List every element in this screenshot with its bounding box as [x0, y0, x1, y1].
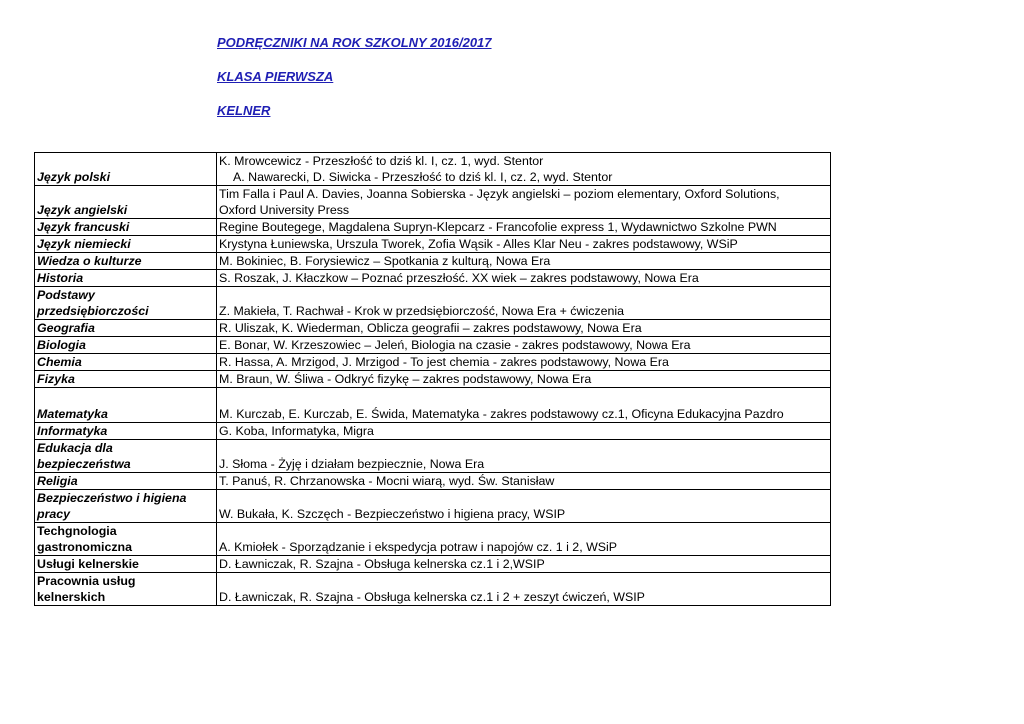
subject-line: przedsiębiorczości: [37, 304, 149, 318]
textbook-line: Tim Falla i Paul A. Davies, Joanna Sobierska - Język angielski – poziom elementary, Oxford Solutions,: [219, 187, 780, 201]
subject-cell: [35, 523, 217, 556]
textbook-line: K. Mrowcewicz - Przeszłość to dziś kl. I, cz. 1, wyd. Stentor: [219, 154, 544, 168]
subject-cell: Religia: [35, 473, 217, 490]
textbook-cell: G. Koba, Informatyka, Migra: [217, 423, 831, 440]
document-title: PODRĘCZNIKI NA ROK SZKOLNY 2016/2017: [217, 35, 492, 50]
subject-cell: Chemia: [35, 354, 217, 371]
subject-cell: Geografia: [35, 320, 217, 337]
textbook-cell: D. Ławniczak, R. Szajna - Obsługa kelnerska cz.1 i 2 + zeszyt ćwiczeń, WSIP: [217, 573, 831, 606]
textbook-cell: Regine Boutegege, Magdalena Supryn-Klepcarz - Francofolie express 1, Wydawnictwo Szkolne PWN: [217, 219, 831, 236]
subject-line: kelnerskich: [37, 590, 106, 604]
table-row: [35, 320, 831, 337]
table-row: [35, 153, 831, 186]
subject-cell: Usługi kelnerskie: [35, 556, 217, 573]
textbook-cell: A. Kmiołek - Sporządzanie i ekspedycja potraw i napojów cz. 1 i 2, WSiP: [217, 523, 831, 556]
subject-line: gastronomiczna: [37, 540, 133, 554]
subject-cell: Informatyka: [35, 423, 217, 440]
subject-line: Techgnologia: [37, 524, 117, 538]
class-heading: KLASA PIERWSZA: [217, 69, 334, 84]
subject-cell: Język francuski: [35, 219, 217, 236]
table-row: [35, 473, 831, 490]
subject-line: pracy: [37, 507, 71, 521]
subject-cell: Wiedza o kulturze: [35, 253, 217, 270]
table-row: [35, 423, 831, 440]
subject-cell: Język angielski: [35, 186, 217, 219]
subject-line: bezpieczeństwa: [37, 457, 131, 471]
textbook-cell: R. Uliszak, K. Wiederman, Oblicza geografii – zakres podstawowy, Nowa Era: [217, 320, 831, 337]
table-row: [35, 371, 831, 388]
table-row: [35, 573, 831, 606]
textbook-cell: [217, 153, 831, 186]
table-row: [35, 337, 831, 354]
subject-cell: Język niemiecki: [35, 236, 217, 253]
textbook-cell: R. Hassa, A. Mrzigod, J. Mrzigod - To jest chemia - zakres podstawowy, Nowa Era: [217, 354, 831, 371]
subject-cell: Biologia: [35, 337, 217, 354]
textbook-cell: S. Roszak, J. Kłaczkow – Poznać przeszłość. XX wiek – zakres podstawowy, Nowa Era: [217, 270, 831, 287]
subject-cell: Język polski: [35, 153, 217, 186]
textbook-cell: J. Słoma - Żyję i działam bezpiecznie, Nowa Era: [217, 440, 831, 473]
subject-line: Pracownia usług: [37, 574, 136, 588]
textbook-line: Oxford University Press: [219, 203, 350, 217]
textbook-cell: T. Panuś, R. Chrzanowska - Mocni wiarą, wyd. Św. Stanisław: [217, 473, 831, 490]
table-row: [35, 523, 831, 556]
textbook-cell: W. Bukała, K. Szczęch - Bezpieczeństwo i higiena pracy, WSIP: [217, 490, 831, 523]
table-row: [35, 186, 831, 219]
subject-line: Bezpieczeństwo i higiena: [37, 491, 187, 505]
subject-cell: [35, 440, 217, 473]
textbook-cell: Z. Makieła, T. Rachwał - Krok w przedsiębiorczość, Nowa Era + ćwiczenia: [217, 287, 831, 320]
textbook-cell: M. Braun, W. Śliwa - Odkryć fizykę – zakres podstawowy, Nowa Era: [217, 371, 831, 388]
textbook-cell: M. Kurczab, E. Kurczab, E. Świda, Matematyka - zakres podstawowy cz.1, Oficyna Edukacyjna Pazdro: [217, 388, 831, 423]
subject-cell: Matematyka: [35, 388, 217, 423]
profession-heading: KELNER: [217, 103, 271, 118]
textbook-cell: M. Bokiniec, B. Forysiewicz – Spotkania z kulturą, Nowa Era: [217, 253, 831, 270]
textbook-cell: Krystyna Łuniewska, Urszula Tworek, Zofia Wąsik - Alles Klar Neu - zakres podstawowy, WSiP: [217, 236, 831, 253]
textbook-cell: [217, 186, 831, 219]
subject-cell: [35, 573, 217, 606]
textbook-table: [34, 152, 831, 606]
table-row: [35, 354, 831, 371]
textbook-cell: E. Bonar, W. Krzeszowiec – Jeleń, Biologia na czasie - zakres podstawowy, Nowa Era: [217, 337, 831, 354]
table-row: [35, 388, 831, 423]
textbook-cell: D. Ławniczak, R. Szajna - Obsługa kelnerska cz.1 i 2,WSIP: [217, 556, 831, 573]
table-row: [35, 270, 831, 287]
subject-cell: Historia: [35, 270, 217, 287]
table-row: [35, 219, 831, 236]
table-row: [35, 556, 831, 573]
table-row: [35, 253, 831, 270]
subject-cell: Fizyka: [35, 371, 217, 388]
subject-line: Edukacja dla: [37, 441, 113, 455]
table-row: [35, 490, 831, 523]
subject-cell: [35, 490, 217, 523]
table-row: [35, 287, 831, 320]
table-row: [35, 440, 831, 473]
textbook-line: A. Nawarecki, D. Siwicka - Przeszłość to dziś kl. I, cz. 2, wyd. Stentor: [233, 170, 613, 184]
table-row: [35, 236, 831, 253]
subject-line: Podstawy: [37, 288, 95, 302]
subject-cell: [35, 287, 217, 320]
